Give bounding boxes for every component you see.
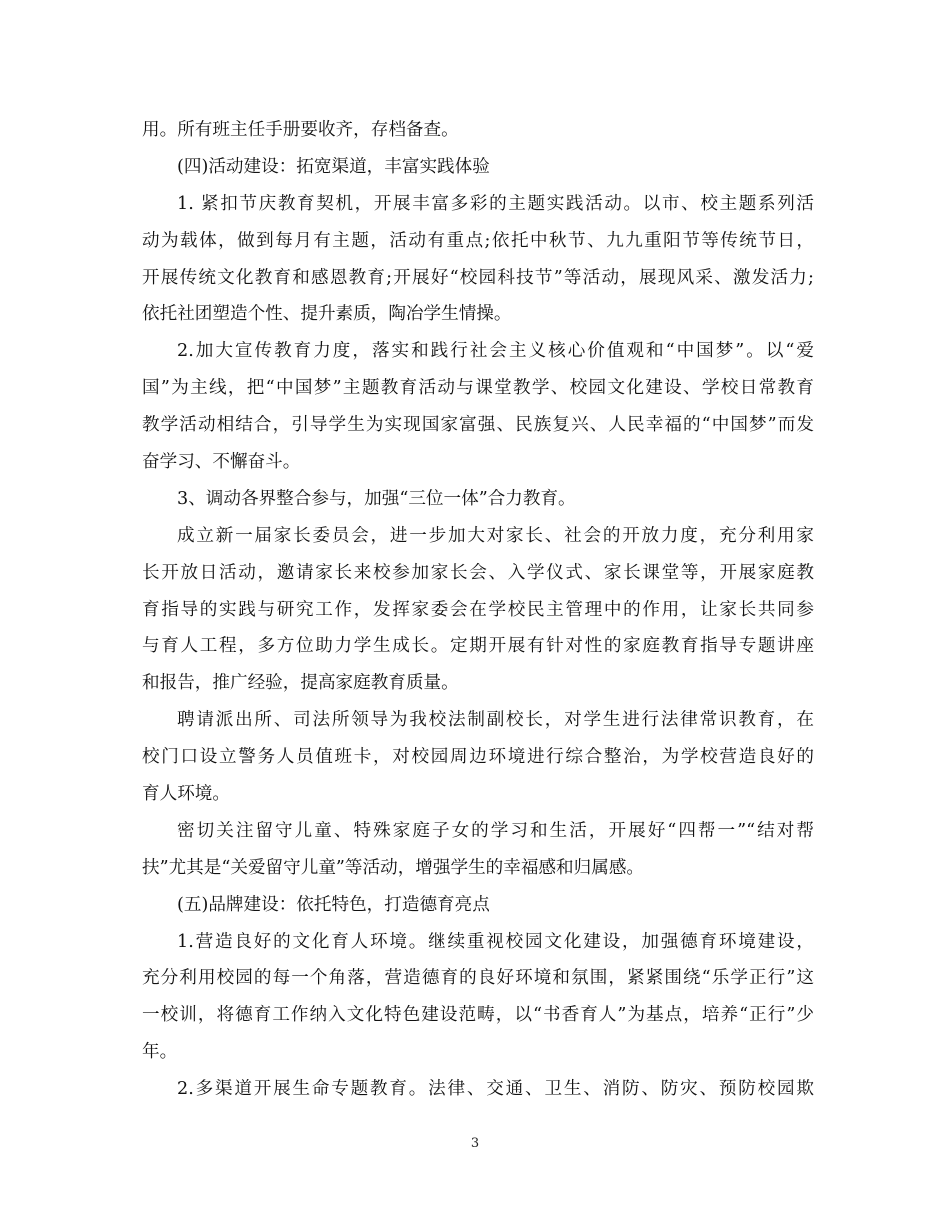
- page-number: 3: [470, 1136, 480, 1151]
- text-line: 成立新一届家长委员会，进一步加大对家长、社会的开放力度，充分利用家: [177, 525, 814, 546]
- text-line: 校门口设立警务人员值班卡，对校园周边环境进行综合整治，为学校营造良好的: [142, 747, 814, 768]
- text-line: 教学活动相结合，引导学生为实现国家富强、民族复兴、人民幸福的“中国梦”而发: [142, 415, 814, 436]
- section-heading-activities: (四)活动建设：拓宽渠道，丰富实践体验: [177, 156, 490, 177]
- text-line: 育人环境。: [142, 784, 230, 805]
- text-line: 育指导的实践与研究工作，发挥家委会在学校民主管理中的作用，让家长共同参: [142, 599, 814, 620]
- text-line: 充分利用校园的每一个角落，营造德育的良好环境和氛围，紧紧围绕“乐学正行”这: [142, 968, 814, 989]
- text-line: 1.营造良好的文化育人环境。继续重视校园文化建设，加强德育环境建设，: [177, 931, 814, 952]
- text-line: 长开放日活动，邀请家长来校参加家长会、入学仪式、家长课堂等，开展家庭教: [142, 562, 814, 583]
- text-line: 2.多渠道开展生命专题教育。法律、交通、卫生、消防、防灾、预防校园欺: [177, 1079, 814, 1100]
- document-body: [142, 112, 814, 1108]
- text-line: 开展传统文化教育和感恩教育;开展好“校园科技节”等活动，展现风采、激发活力;: [142, 267, 814, 288]
- text-line: 国”为主线，把“中国梦”主题教育活动与课堂教学、校园文化建设、学校日常教育: [142, 378, 814, 399]
- text-line: 用。所有班主任手册要收齐，存档备查。: [142, 120, 459, 140]
- text-line: 与育人工程，多方位助力学生成长。定期开展有针对性的家庭教育指导专题讲座: [142, 636, 814, 657]
- text-line: 一校训，将德育工作纳入文化特色建设范畴，以“书香育人”为基点，培养“正行”少: [142, 1005, 814, 1026]
- text-line: 聘请派出所、司法所领导为我校法制副校长，对学生进行法律常识教育，在: [177, 710, 814, 731]
- text-line: 依托社团塑造个性、提升素质，陶冶学生情操。: [142, 304, 512, 325]
- text-line: 动为载体，做到每月有主题，活动有重点;依托中秋节、九九重阳节等传统节日，: [142, 230, 814, 251]
- section-heading-brand: (五)品牌建设：依托特色，打造德育亮点: [177, 894, 490, 915]
- text-line: 扶”尤其是“关爱留守儿童”等活动，增强学生的幸福感和归属感。: [142, 857, 645, 878]
- text-line: 2.加大宣传教育力度，落实和践行社会主义核心价值观和“中国梦”。以“爱: [177, 341, 814, 362]
- text-line: 密切关注留守儿童、特殊家庭子女的学习和生活，开展好“四帮一”“结对帮: [177, 820, 814, 841]
- text-line: 3、调动各界整合参与，加强“三位一体”合力教育。: [177, 488, 576, 509]
- text-line: 年。: [142, 1042, 178, 1063]
- text-line: 奋学习、不懈奋斗。: [142, 452, 301, 473]
- text-line: 1. 紧扣节庆教育契机，开展丰富多彩的主题实践活动。以市、校主题系列活: [177, 193, 814, 214]
- text-line: 和报告，推广经验，提高家庭教育质量。: [142, 673, 459, 694]
